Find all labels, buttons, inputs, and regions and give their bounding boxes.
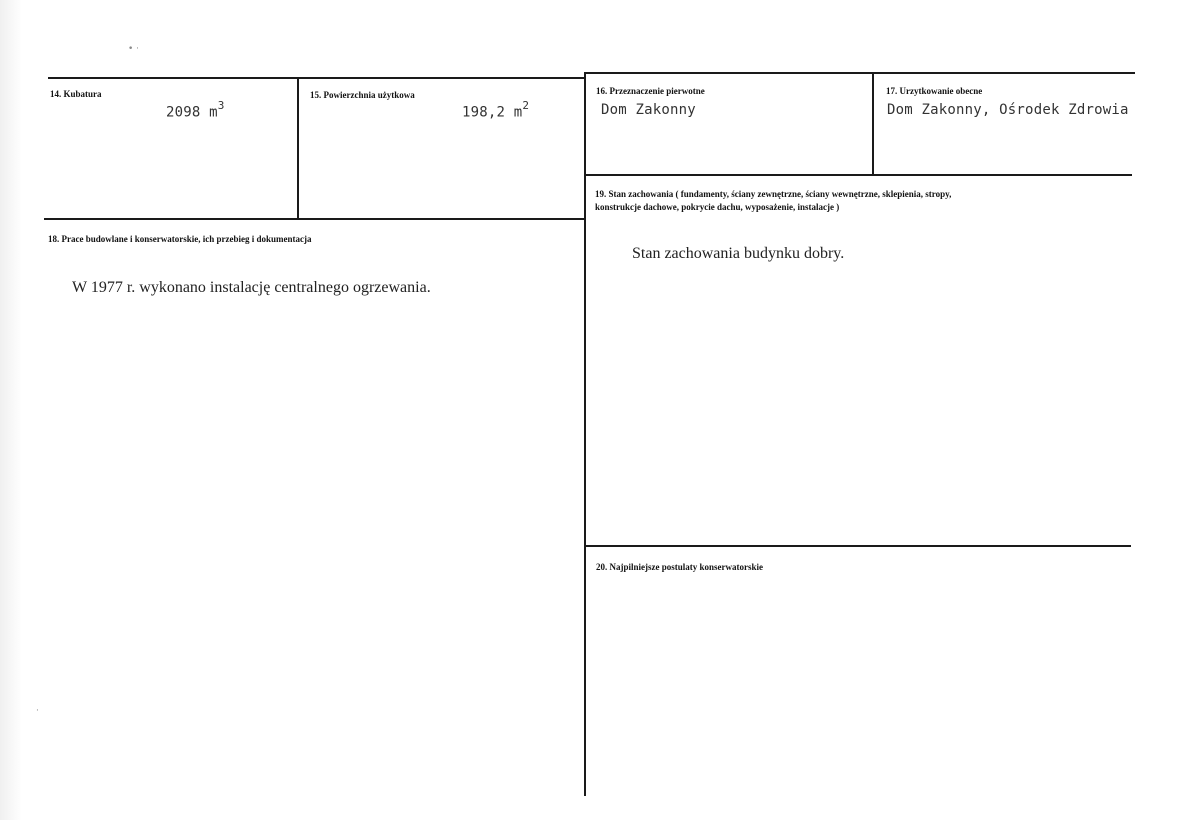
rule-above-19 — [584, 174, 1132, 176]
scan-speck: • · — [128, 44, 140, 54]
rule-above-18 — [44, 218, 585, 220]
divider-16-17 — [872, 72, 874, 176]
field-15-label: 15. Powierzchnia użytkowa — [310, 90, 415, 100]
field-15-value: 198,2 $m^2$ — [462, 99, 530, 121]
field-18-label: 18. Prace budowlane i konserwatorskie, ich przebieg i dokumentacja — [48, 234, 312, 244]
scan-edge-shadow — [0, 0, 22, 820]
rule-top-left — [48, 77, 585, 79]
field-14-label: 14. Kubatura — [50, 89, 102, 99]
field-20-label: 20. Najpilniejsze postulaty konserwatorskie — [596, 562, 763, 572]
field-18-value: W 1977 r. wykonano instalację centralnego ogrzewania. — [72, 279, 431, 296]
rule-top-right — [584, 72, 1135, 74]
field-17-label: 17. Urzytkowanie obecne — [886, 86, 983, 96]
field-16-value: Dom Zakonny — [601, 102, 696, 118]
divider-center — [584, 72, 586, 796]
field-17-value: Dom Zakonny, Ośrodek Zdrowia — [887, 102, 1129, 118]
rule-above-20 — [584, 545, 1131, 547]
field-19-value: Stan zachowania budynku dobry. — [632, 245, 845, 262]
divider-14-15 — [297, 77, 299, 219]
field-14-value: 2098 $m^3$ — [166, 99, 225, 121]
scan-speck: · — [36, 706, 39, 716]
field-19-label-line1: 19. Stan zachowania ( fundamenty, ściany zewnętrzne, ściany wewnętrzne, sklepienia, stropy, — [595, 189, 952, 199]
field-16-label: 16. Przeznaczenie pierwotne — [596, 86, 705, 96]
field-19-label-line2: konstrukcje dachowe, pokrycie dachu, wyposażenie, instalacje ) — [595, 202, 840, 212]
